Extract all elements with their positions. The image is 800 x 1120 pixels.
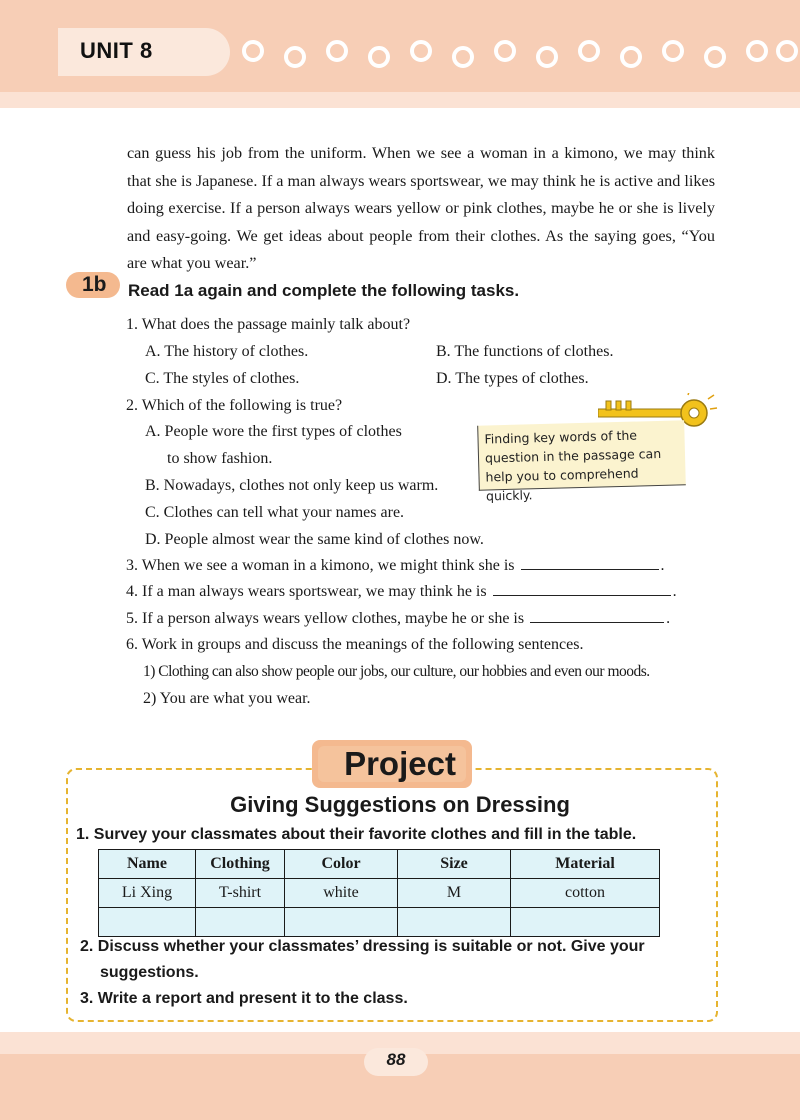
ring-decoration xyxy=(242,40,264,62)
task-title: Read 1a again and complete the following tasks. xyxy=(128,281,520,300)
ring-decoration xyxy=(776,40,798,62)
project-label: Project xyxy=(344,745,456,782)
ring-decoration xyxy=(326,40,348,62)
period: . xyxy=(660,557,665,574)
q2-option-c: C. Clothes can tell what your names are. xyxy=(145,504,405,521)
empty-table-cell[interactable] xyxy=(99,908,196,937)
question-5 xyxy=(126,608,670,630)
table-cell: white xyxy=(285,879,398,908)
question-4 xyxy=(126,581,677,603)
ring-decoration xyxy=(662,40,684,62)
question-3 xyxy=(126,555,665,577)
question-1: 1. What does the passage mainly talk about? xyxy=(126,316,411,333)
ring-decoration xyxy=(494,40,516,62)
q1-option-c: C. The styles of clothes. xyxy=(145,370,300,387)
unit-label: UNIT 8 xyxy=(80,38,153,63)
table-header-cell: Size xyxy=(398,850,511,879)
table-header-row xyxy=(99,850,660,879)
ring-decoration xyxy=(620,46,642,68)
question-6: 6. Work in groups and discuss the meanings of the following sentences. xyxy=(126,636,584,653)
table-cell: M xyxy=(398,879,511,908)
q1-option-d: D. The types of clothes. xyxy=(436,370,589,387)
empty-table-cell[interactable] xyxy=(285,908,398,937)
question-5-text: 5. If a person always wears yellow clothes, maybe he or she is xyxy=(126,610,525,627)
question-3-text: 3. When we see a woman in a kimono, we might think she is xyxy=(126,557,515,574)
ring-decoration xyxy=(746,40,768,62)
project-step-3: 3. Write a report and present it to the class. xyxy=(80,990,408,1007)
ring-decoration xyxy=(536,46,558,68)
q6-sentence-2: 2) You are what you wear. xyxy=(143,690,311,707)
project-step-1: 1. Survey your classmates about their favorite clothes and fill in the table. xyxy=(76,826,637,843)
period: . xyxy=(666,610,671,627)
answer-blank[interactable] xyxy=(530,608,664,623)
ring-decoration xyxy=(368,46,390,68)
table-header-cell: Clothing xyxy=(196,850,285,879)
tip-note xyxy=(477,420,686,504)
empty-table-cell[interactable] xyxy=(511,908,660,937)
ring-decoration xyxy=(578,40,600,62)
page-number: 88 xyxy=(386,1050,406,1069)
q1-option-b: B. The functions of clothes. xyxy=(436,343,614,360)
table-cell: cotton xyxy=(511,879,660,908)
empty-table-cell[interactable] xyxy=(398,908,511,937)
table-row xyxy=(99,908,660,937)
ring-decoration xyxy=(704,46,726,68)
table-header-cell: Material xyxy=(511,850,660,879)
q2-option-a-line1: A. People wore the first types of clothes xyxy=(145,423,402,440)
q1-option-a: A. The history of clothes. xyxy=(145,343,309,360)
ring-decoration xyxy=(284,46,306,68)
table-header-cell: Name xyxy=(99,850,196,879)
decorative-rings xyxy=(236,36,800,76)
ring-decoration xyxy=(452,46,474,68)
q2-option-a-line2: to show fashion. xyxy=(167,450,273,467)
survey-table xyxy=(98,849,660,937)
ring-decoration xyxy=(410,40,432,62)
tip-text: Finding key words of the question in the passage can help you to comprehend quickly. xyxy=(484,427,662,504)
period: . xyxy=(672,583,677,600)
table-cell: Li Xing xyxy=(99,879,196,908)
answer-blank[interactable] xyxy=(521,555,659,570)
answer-blank[interactable] xyxy=(493,581,671,596)
q2-option-d: D. People almost wear the same kind of clothes now. xyxy=(145,531,484,548)
section-tag-1b xyxy=(66,272,120,298)
table-row xyxy=(99,879,660,908)
reading-passage: can guess his job from the uniform. When we see a woman in a kimono, we may think that she is Japanese. If a man always wears sportswear, we may think he is active and likes doing exercise. If a person always wears yellow or pink clothes, maybe he or she is lively and easy-going. We get ideas about people from their clothes. As the saying goes, “You are what you wear.” xyxy=(127,144,715,272)
question-2: 2. Which of the following is true? xyxy=(126,397,343,414)
question-4-text: 4. If a man always wears sportswear, we may think he is xyxy=(126,583,487,600)
project-title: Giving Suggestions on Dressing xyxy=(230,792,570,817)
project-step-2: 2. Discuss whether your classmates’ dressing is suitable or not. Give your xyxy=(80,938,645,955)
table-header-cell: Color xyxy=(285,850,398,879)
q6-sentence-1: 1) Clothing can also show people our jobs, our culture, our hobbies and even our moods. xyxy=(143,663,650,680)
table-cell: T-shirt xyxy=(196,879,285,908)
q2-option-b: B. Nowadays, clothes not only keep us warm. xyxy=(145,477,439,494)
section-tag-label: 1b xyxy=(82,273,107,296)
page-header xyxy=(0,0,800,108)
empty-table-cell[interactable] xyxy=(196,908,285,937)
project-step-2-cont: suggestions. xyxy=(100,964,199,981)
